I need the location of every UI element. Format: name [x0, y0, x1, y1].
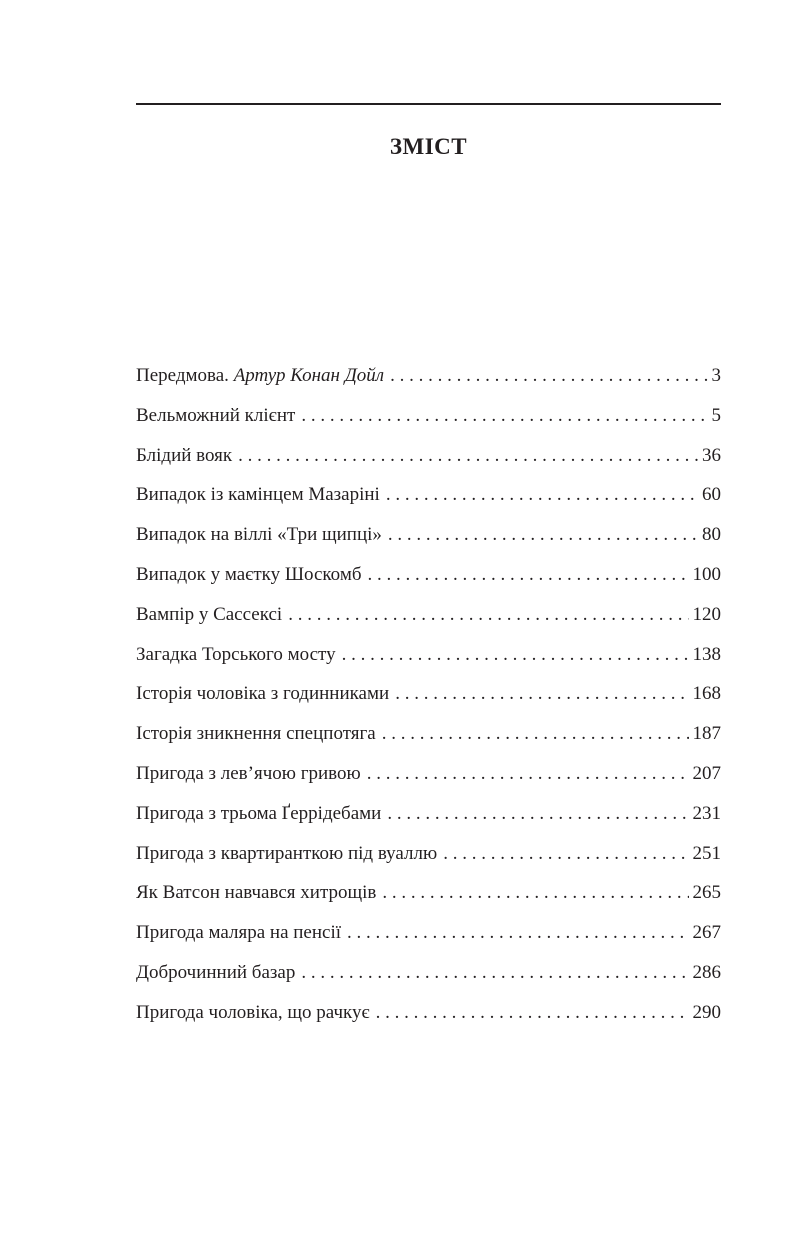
toc-entry[interactable]	[136, 721, 721, 761]
toc-entry-title	[136, 920, 347, 946]
toc-entry-page-number: 265	[692, 882, 721, 904]
page-title: ЗМІСТ	[389, 134, 468, 159]
toc-entry-title	[136, 761, 367, 787]
dot-leader	[390, 363, 707, 389]
dot-leader	[368, 562, 689, 588]
toc-entry-title-text: Блідий вояк	[136, 444, 233, 466]
toc-entry-title	[136, 403, 301, 429]
toc-entry-title	[136, 721, 382, 747]
dot-leader	[376, 1000, 689, 1026]
toc-entry-page-number: 36	[702, 444, 721, 466]
toc-entry-title-text: Вампір у Сассексі	[136, 603, 283, 625]
toc-entry-title	[136, 522, 388, 548]
toc-entry-page-number: 60	[702, 484, 721, 506]
toc-entry-title-text: Історія чоловіка з годинниками	[136, 683, 390, 705]
toc-entry[interactable]	[136, 522, 721, 562]
toc-entry[interactable]	[136, 482, 721, 522]
toc-entry[interactable]	[136, 960, 721, 1000]
toc-entry-title-text: Пригода з трьома Ґеррідебами	[136, 802, 382, 824]
toc-entry-title	[136, 960, 301, 986]
toc-entry[interactable]	[136, 920, 721, 960]
toc-entry-page-number: 80	[702, 524, 721, 546]
toc-entry[interactable]	[136, 841, 721, 881]
toc-entry-title-text: Випадок на віллі «Три щипці»	[136, 524, 382, 546]
toc-entry-page-number: 3	[711, 365, 721, 386]
toc-entry-page-number: 100	[692, 563, 721, 585]
toc-entry[interactable]	[136, 403, 721, 443]
toc-entry-title	[136, 363, 390, 389]
toc-entry-page-number: 168	[692, 683, 721, 705]
toc-entry-page-number: 251	[692, 842, 721, 864]
table-of-contents	[136, 363, 721, 1040]
dot-leader	[388, 522, 698, 548]
toc-entry-title	[136, 642, 342, 668]
toc-entry-title	[136, 801, 387, 827]
dot-leader	[367, 761, 689, 787]
toc-entry-title-text: Передмова.	[136, 365, 229, 386]
toc-entry-page-number: 267	[692, 922, 721, 944]
toc-entry[interactable]	[136, 363, 721, 403]
toc-entry[interactable]	[136, 443, 721, 483]
toc-entry[interactable]	[136, 801, 721, 841]
toc-entry-page-number: 187	[692, 723, 721, 745]
toc-entry[interactable]	[136, 1000, 721, 1040]
toc-entry-title	[136, 602, 288, 628]
toc-entry[interactable]	[136, 562, 721, 602]
toc-entry-page-number: 207	[692, 762, 721, 784]
dot-leader	[443, 841, 688, 867]
dot-leader	[301, 403, 707, 429]
toc-entry-page-number: 290	[692, 1001, 721, 1023]
dot-leader	[301, 960, 688, 986]
toc-entry[interactable]	[136, 602, 721, 642]
toc-entry-title	[136, 1000, 376, 1026]
toc-entry-title-text: Пригода чоловіка, що рачкує	[136, 1001, 370, 1023]
toc-entry-title-text: Історія зникнення спецпотяга	[136, 723, 376, 745]
toc-entry[interactable]	[136, 642, 721, 682]
toc-entry-page-number: 138	[692, 643, 721, 665]
toc-entry-title	[136, 562, 368, 588]
toc-entry-title-text: Як Ватсон навчався хитрощів	[136, 882, 377, 904]
toc-entry-title	[136, 841, 443, 867]
dot-leader	[386, 482, 698, 508]
toc-entry[interactable]	[136, 761, 721, 801]
dot-leader	[382, 721, 689, 747]
toc-entry-title-text: Пригода з лев’ячою гривою	[136, 762, 361, 784]
toc-entry-title	[136, 443, 238, 469]
dot-leader	[342, 642, 689, 668]
dot-leader	[347, 920, 688, 946]
toc-entry-page-number: 120	[692, 603, 721, 625]
toc-entry-title-text: Випадок із камінцем Мазаріні	[136, 484, 380, 506]
top-rule	[136, 103, 721, 105]
toc-entry-title-text: Загадка Торського мосту	[136, 643, 336, 665]
toc-entry[interactable]	[136, 681, 721, 721]
toc-entry-title-text: Вельможний клієнт	[136, 404, 296, 426]
dot-leader	[238, 443, 698, 469]
dot-leader	[288, 602, 688, 628]
dot-leader	[382, 880, 688, 906]
toc-entry[interactable]	[136, 880, 721, 920]
toc-entry-title	[136, 681, 395, 707]
toc-entry-title	[136, 482, 386, 508]
toc-entry-page-number: 286	[692, 961, 721, 983]
toc-entry-title-text: Пригода з квартиранткою під вуаллю	[136, 842, 438, 864]
dot-leader	[387, 801, 688, 827]
toc-entry-title	[136, 880, 382, 906]
toc-entry-author: Артур Конан Дойл	[233, 365, 385, 386]
toc-entry-title-text: Пригода маляра на пенсії	[136, 922, 342, 944]
toc-entry-title-text: Доброчинний базар	[136, 961, 296, 983]
dot-leader	[395, 681, 688, 707]
toc-entry-title-text: Випадок у маєтку Шоскомб	[136, 563, 362, 585]
toc-entry-page-number: 231	[692, 802, 721, 824]
toc-entry-page-number: 5	[711, 404, 721, 426]
